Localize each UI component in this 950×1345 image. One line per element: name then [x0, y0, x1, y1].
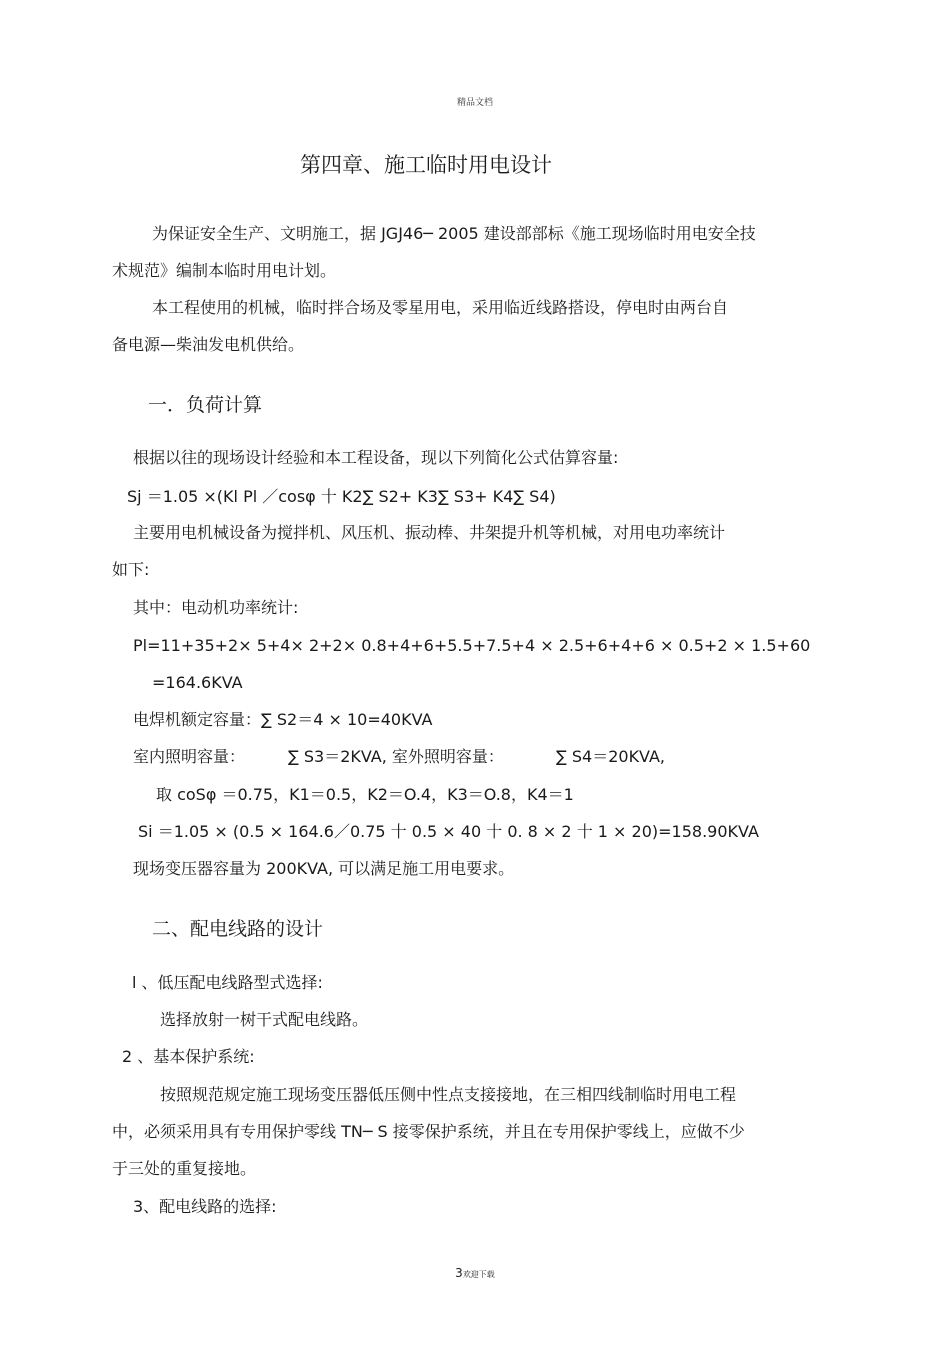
item-2-line-2: 中，必须采用具有专用保护零线 TN─ S 接零保护系统，并且在专用保护零线上，应做不少 [112, 1122, 745, 1141]
load-formula: Sj ＝1.05 ×(Kl Pl ／cosφ 十 K2∑ S2+ K3∑ S3+ K4∑ S4) [127, 487, 556, 506]
page-footer [0, 1266, 950, 1280]
item-1-text: 选择放射一树干式配电线路。 [160, 1010, 369, 1029]
page-header: 精品文档 [456, 98, 493, 108]
indoor-lighting-value: ∑ S3＝2KVA, 室外照明容量： [288, 747, 504, 766]
item-1-heading: l 、低压配电线路型式选择: [132, 973, 323, 992]
section-1-line: 其中：电动机功率统计: [133, 598, 299, 617]
indoor-lighting-label: 室内照明容量： [133, 747, 246, 766]
intro-paragraph-1-line-2: 术规范》编制本临时用电计划。 [112, 261, 337, 280]
footer-text: 欢迎下载 [462, 1270, 495, 1279]
section-1-line: 如下: [112, 560, 150, 579]
intro-paragraph-2-line-1: 本工程使用的机械，临时拌合场及零星用电，采用临近线路搭设，停电时由两台自 [152, 298, 729, 317]
item-2-line-3: 于三处的重复接地。 [112, 1159, 257, 1178]
item-2-heading: 2 、基本保护系统: [122, 1047, 255, 1066]
intro-paragraph-2-line-2: 备电源—柴油发电机供给。 [112, 335, 305, 354]
item-2-line-1: 按照规范规定施工现场变压器低压侧中性点支接接地，在三相四线制临时用电工程 [160, 1085, 737, 1104]
section-1-line: 主要用电机械设备为搅拌机、风压机、振动棒、井架提升机等机械，对用电功率统计 [133, 523, 726, 542]
item-3-heading: 3、配电线路的选择: [133, 1197, 277, 1216]
motor-power-result: =164.6KVA [152, 673, 243, 692]
transformer-capacity: 现场变压器容量为 200KVA, 可以满足施工用电要求。 [133, 859, 515, 878]
chapter-title: 第四章、施工临时用电设计 [300, 153, 552, 177]
section-1-heading: 一．负荷计算 [148, 394, 263, 416]
welder-capacity: 电焊机额定容量：∑ S2＝4 × 10=40KVA [133, 710, 433, 729]
section-2-heading: 二、配电线路的设计 [152, 918, 324, 940]
page-number: 3 [455, 1266, 463, 1280]
capacity-result: Si ＝1.05 × (0.5 × 164.6／0.75 十 0.5 × 40 十 0. 8 × 2 十 1 × 20)=158.90KVA [138, 822, 759, 841]
intro-paragraph-1-line-1: 为保证安全生产、文明施工，据 JGJ46─ 2005 建设部部标《施工现场临时用电安全技 [152, 224, 756, 243]
section-1-line: 根据以往的现场设计经验和本工程设备，现以下列简化公式估算容量: [133, 448, 619, 467]
motor-power-formula: Pl=11+35+2× 5+4× 2+2× 0.8+4+6+5.5+7.5+4 × 2.5+6+4+6 × 0.5+2 × 1.5+60 [133, 636, 811, 655]
outdoor-lighting-value: ∑ S4＝20KVA, [556, 747, 666, 766]
coefficients: 取 coSφ ＝0.75，K1＝0.5，K2＝O.4，K3＝O.8，K4＝1 [156, 785, 574, 804]
